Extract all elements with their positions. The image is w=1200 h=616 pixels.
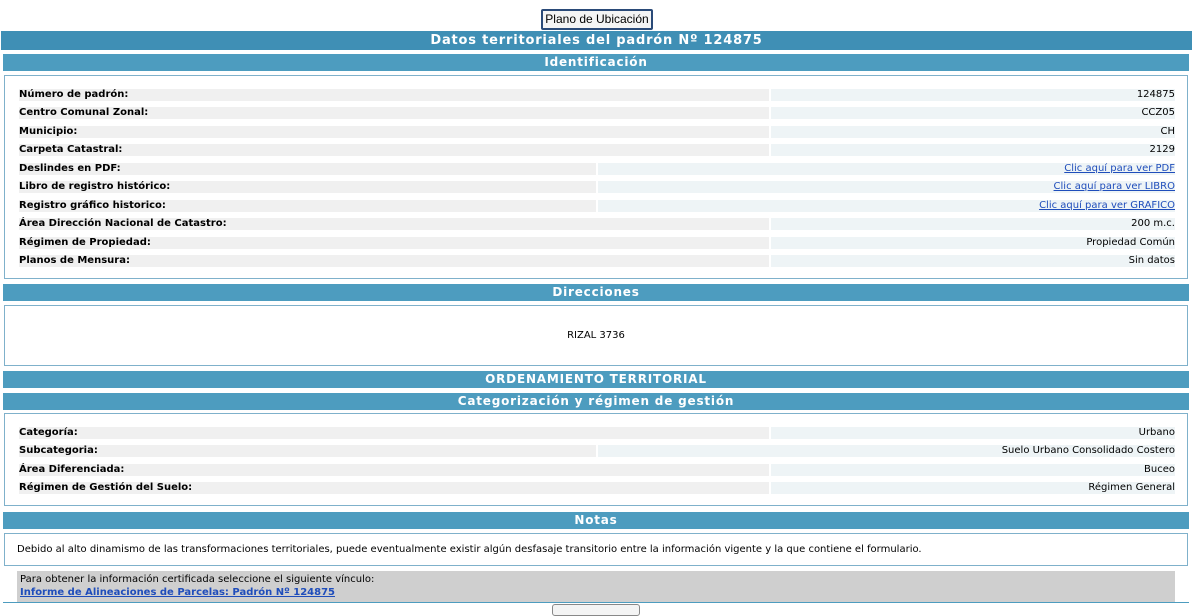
row-label: Planos de Mensura: [19, 255, 769, 267]
row-value: Suelo Urbano Consolidado Costero [598, 445, 1175, 457]
row-value: Urbano [771, 427, 1175, 439]
categorizacion-header: Categorización y régimen de gestión [3, 393, 1189, 410]
ordenamiento-header: ORDENAMIENTO TERRITORIAL [3, 371, 1189, 388]
row-value: Régimen General [771, 482, 1175, 494]
row-label: Área Dirección Nacional de Catastro: [19, 218, 769, 230]
row-label: Registro gráfico historico: [19, 200, 596, 212]
bottom-divider [3, 602, 1189, 603]
row-label: Libro de registro histórico: [19, 181, 596, 193]
plano-de-ubicacion-button[interactable]: Plano de Ubicación [541, 9, 653, 30]
row-label: Categoría: [19, 427, 769, 439]
notas-text: Debido al alto dinamismo de las transformaciones territoriales, puede eventualmente existir algún desfasaje transitorio entre la información vigente y la que contiene el formulario. [17, 544, 922, 555]
row-value: 2129 [771, 144, 1175, 156]
notas-panel [4, 533, 1188, 566]
address-text: RIZAL 3736 [567, 330, 625, 341]
row-value: 124875 [771, 89, 1175, 101]
row-value: Sin datos [771, 255, 1175, 267]
direcciones-panel [4, 305, 1188, 366]
row-value: CH [771, 126, 1175, 138]
ver-pdf-link[interactable]: Clic aquí para ver PDF [1064, 163, 1175, 174]
row-value [598, 163, 1175, 175]
row-label: Número de padrón: [19, 89, 769, 101]
categorizacion-panel [4, 413, 1188, 506]
row-label: Área Diferenciada: [19, 464, 769, 476]
ver-libro-link[interactable]: Clic aquí para ver LIBRO [1053, 181, 1175, 192]
row-value: CCZ05 [771, 107, 1175, 119]
row-label: Subcategoria: [19, 445, 596, 457]
row-value: Buceo [771, 464, 1175, 476]
row-label: Municipio: [19, 126, 769, 138]
row-value [598, 200, 1175, 212]
notas-header: Notas [3, 512, 1189, 529]
certificado-instruction: Para obtener la información certificada seleccione el siguiente vínculo: [20, 574, 375, 585]
identificacion-header: Identificación [3, 54, 1189, 71]
row-value [598, 181, 1175, 193]
page-title: Datos territoriales del padrón Nº 124875 [1, 31, 1192, 50]
ver-grafico-link[interactable]: Clic aquí para ver GRAFICO [1039, 200, 1175, 211]
bottom-button[interactable] [552, 604, 640, 616]
informe-alineaciones-link[interactable]: Informe de Alineaciones de Parcelas: Padrón Nº 124875 [20, 587, 335, 598]
certificado-box [17, 571, 1175, 602]
row-value: Propiedad Común [771, 237, 1175, 249]
row-label: Régimen de Propiedad: [19, 237, 769, 249]
row-value: 200 m.c. [771, 218, 1175, 230]
row-label: Centro Comunal Zonal: [19, 107, 769, 119]
identificacion-panel [4, 75, 1188, 279]
direcciones-header: Direcciones [3, 284, 1189, 301]
row-label: Régimen de Gestión del Suelo: [19, 482, 769, 494]
row-label: Carpeta Catastral: [19, 144, 769, 156]
row-label: Deslindes en PDF: [19, 163, 596, 175]
